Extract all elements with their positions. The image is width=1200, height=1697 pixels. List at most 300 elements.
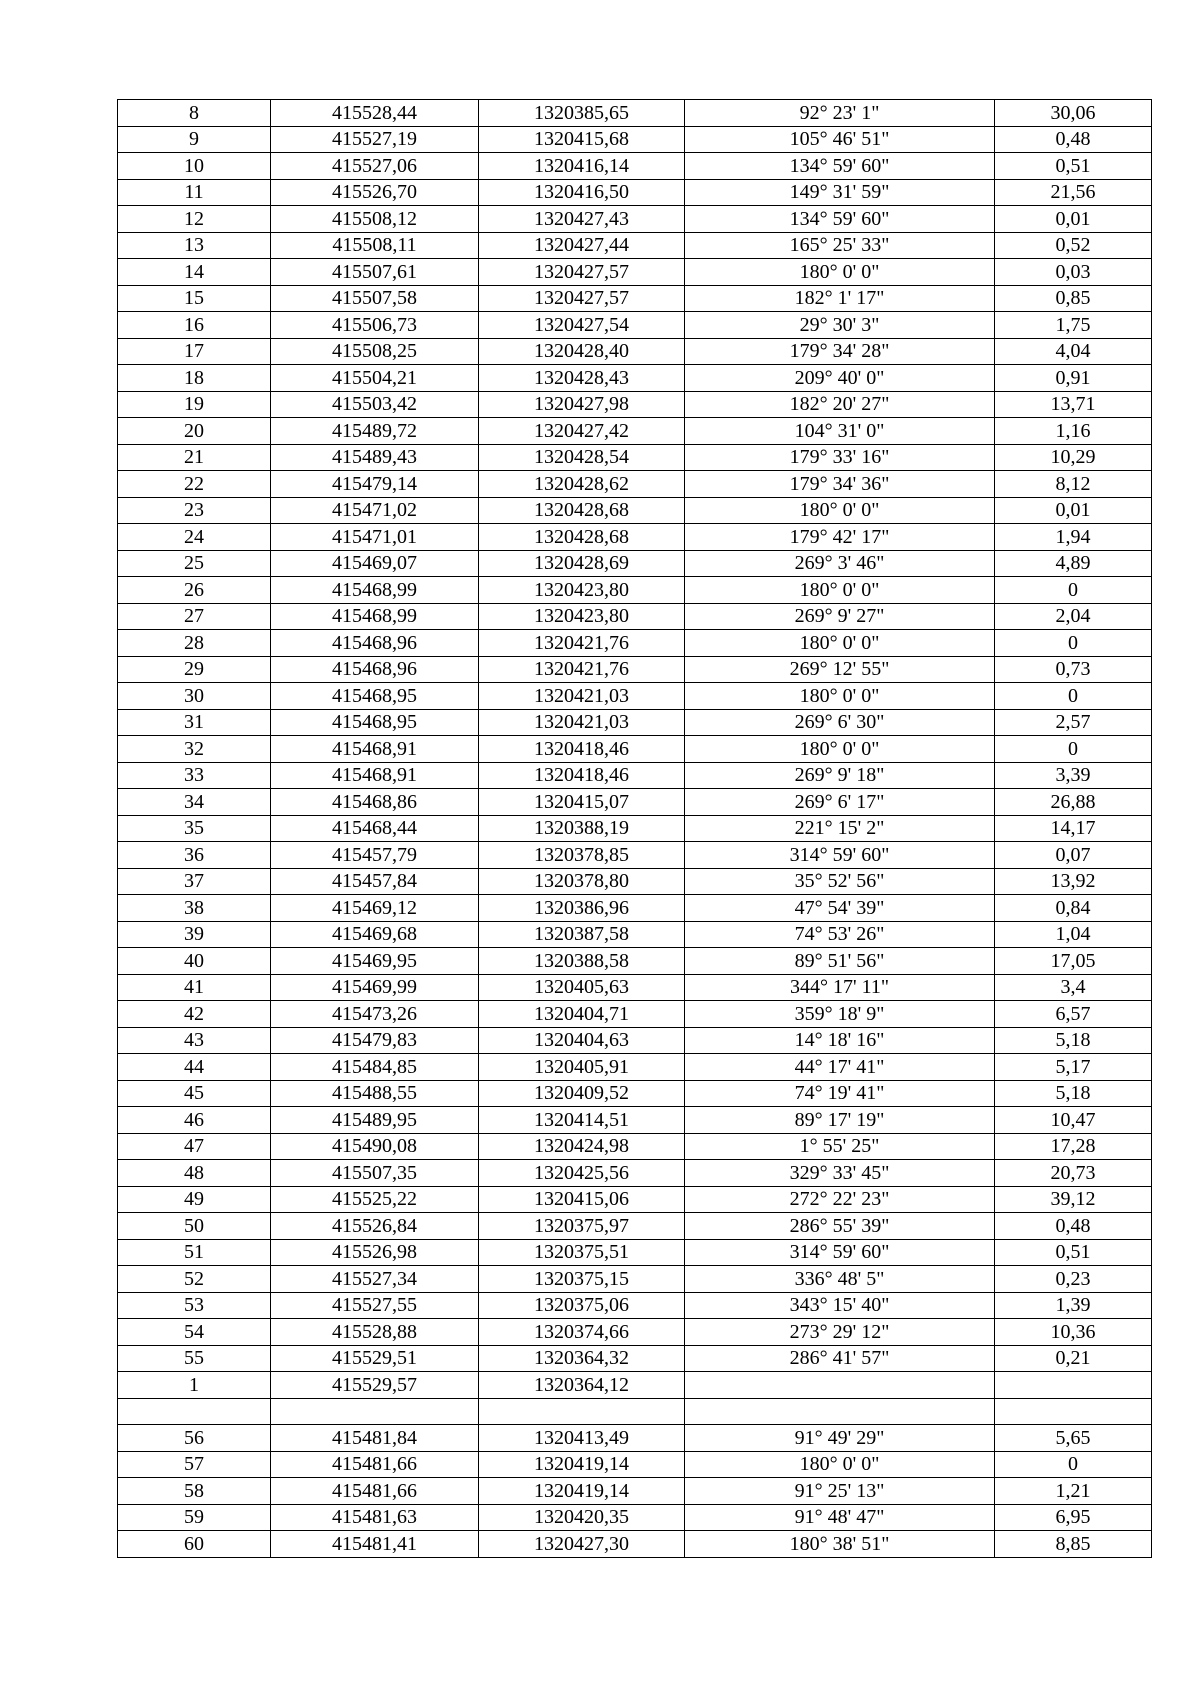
point-number-cell [118, 1398, 271, 1425]
table-row [118, 1531, 1152, 1558]
x-coordinate-cell: 415528,44 [271, 100, 479, 127]
direction-angle-cell: 134° 59' 60" [685, 206, 995, 233]
distance-cell [995, 1398, 1152, 1425]
x-coordinate-cell: 415527,34 [271, 1266, 479, 1293]
distance-cell: 14,17 [995, 815, 1152, 842]
table-row [118, 444, 1152, 471]
table-row [118, 630, 1152, 657]
point-number-cell: 56 [118, 1425, 271, 1452]
point-number-cell: 38 [118, 895, 271, 922]
distance-cell: 5,18 [995, 1080, 1152, 1107]
direction-angle-cell: 180° 0' 0" [685, 259, 995, 286]
x-coordinate-cell: 415468,95 [271, 709, 479, 736]
table-row [118, 259, 1152, 286]
distance-cell: 0 [995, 1451, 1152, 1478]
y-coordinate-cell: 1320387,58 [479, 921, 685, 948]
table-row [118, 1372, 1152, 1399]
point-number-cell: 22 [118, 471, 271, 498]
distance-cell: 1,16 [995, 418, 1152, 445]
distance-cell: 0 [995, 577, 1152, 604]
point-number-cell: 20 [118, 418, 271, 445]
distance-cell: 1,94 [995, 524, 1152, 551]
table-row [118, 815, 1152, 842]
direction-angle-cell: 47° 54' 39" [685, 895, 995, 922]
direction-angle-cell: 286° 55' 39" [685, 1213, 995, 1240]
table-row [118, 471, 1152, 498]
coordinates-table [117, 99, 1152, 1558]
distance-cell: 0,73 [995, 656, 1152, 683]
direction-angle-cell: 91° 25' 13" [685, 1478, 995, 1505]
distance-cell: 10,36 [995, 1319, 1152, 1346]
table-row [118, 1027, 1152, 1054]
distance-cell: 0,51 [995, 1239, 1152, 1266]
table-row [118, 948, 1152, 975]
table-row [118, 365, 1152, 392]
y-coordinate-cell: 1320427,43 [479, 206, 685, 233]
x-coordinate-cell: 415468,96 [271, 656, 479, 683]
y-coordinate-cell: 1320428,54 [479, 444, 685, 471]
distance-cell: 2,04 [995, 603, 1152, 630]
distance-cell: 3,4 [995, 974, 1152, 1001]
y-coordinate-cell: 1320404,71 [479, 1001, 685, 1028]
y-coordinate-cell: 1320427,98 [479, 391, 685, 418]
direction-angle-cell: 329° 33' 45" [685, 1160, 995, 1187]
point-number-cell: 25 [118, 550, 271, 577]
point-number-cell: 59 [118, 1504, 271, 1531]
point-number-cell: 42 [118, 1001, 271, 1028]
distance-cell: 6,95 [995, 1504, 1152, 1531]
direction-angle-cell: 272° 22' 23" [685, 1186, 995, 1213]
x-coordinate-cell: 415469,95 [271, 948, 479, 975]
y-coordinate-cell: 1320385,65 [479, 100, 685, 127]
y-coordinate-cell: 1320415,07 [479, 789, 685, 816]
point-number-cell: 27 [118, 603, 271, 630]
direction-angle-cell: 182° 20' 27" [685, 391, 995, 418]
y-coordinate-cell: 1320427,42 [479, 418, 685, 445]
point-number-cell: 55 [118, 1345, 271, 1372]
y-coordinate-cell: 1320364,32 [479, 1345, 685, 1372]
distance-cell: 8,85 [995, 1531, 1152, 1558]
x-coordinate-cell: 415488,55 [271, 1080, 479, 1107]
x-coordinate-cell: 415529,57 [271, 1372, 479, 1399]
point-number-cell: 15 [118, 285, 271, 312]
table-row [118, 1425, 1152, 1452]
direction-angle-cell: 314° 59' 60" [685, 1239, 995, 1266]
x-coordinate-cell: 415468,96 [271, 630, 479, 657]
y-coordinate-cell: 1320416,14 [479, 153, 685, 180]
table-row [118, 126, 1152, 153]
distance-cell: 0,23 [995, 1266, 1152, 1293]
table-row [118, 577, 1152, 604]
y-coordinate-cell: 1320405,91 [479, 1054, 685, 1081]
x-coordinate-cell: 415457,84 [271, 868, 479, 895]
direction-angle-cell: 89° 17' 19" [685, 1107, 995, 1134]
x-coordinate-cell: 415479,14 [271, 471, 479, 498]
distance-cell: 0,91 [995, 365, 1152, 392]
direction-angle-cell: 269° 6' 17" [685, 789, 995, 816]
table-row [118, 1080, 1152, 1107]
point-number-cell: 43 [118, 1027, 271, 1054]
y-coordinate-cell: 1320415,06 [479, 1186, 685, 1213]
direction-angle-cell: 1° 55' 25" [685, 1133, 995, 1160]
table-row [118, 179, 1152, 206]
x-coordinate-cell: 415503,42 [271, 391, 479, 418]
point-number-cell: 47 [118, 1133, 271, 1160]
point-number-cell: 45 [118, 1080, 271, 1107]
distance-cell: 0,07 [995, 842, 1152, 869]
point-number-cell: 33 [118, 762, 271, 789]
y-coordinate-cell: 1320404,63 [479, 1027, 685, 1054]
distance-cell: 26,88 [995, 789, 1152, 816]
y-coordinate-cell: 1320388,58 [479, 948, 685, 975]
distance-cell: 17,28 [995, 1133, 1152, 1160]
table-row [118, 1451, 1152, 1478]
direction-angle-cell: 179° 34' 36" [685, 471, 995, 498]
distance-cell: 4,89 [995, 550, 1152, 577]
point-number-cell: 18 [118, 365, 271, 392]
x-coordinate-cell: 415471,02 [271, 497, 479, 524]
point-number-cell: 10 [118, 153, 271, 180]
distance-cell: 0,01 [995, 206, 1152, 233]
distance-cell: 4,04 [995, 338, 1152, 365]
x-coordinate-cell: 415508,12 [271, 206, 479, 233]
x-coordinate-cell: 415526,84 [271, 1213, 479, 1240]
direction-angle-cell: 269° 3' 46" [685, 550, 995, 577]
point-number-cell: 23 [118, 497, 271, 524]
direction-angle-cell: 269° 9' 18" [685, 762, 995, 789]
y-coordinate-cell: 1320427,57 [479, 259, 685, 286]
direction-angle-cell: 344° 17' 11" [685, 974, 995, 1001]
distance-cell: 13,92 [995, 868, 1152, 895]
point-number-cell: 60 [118, 1531, 271, 1558]
x-coordinate-cell: 415507,35 [271, 1160, 479, 1187]
table-row [118, 1213, 1152, 1240]
point-number-cell: 16 [118, 312, 271, 339]
direction-angle-cell: 286° 41' 57" [685, 1345, 995, 1372]
table-row [118, 709, 1152, 736]
table-row [118, 1160, 1152, 1187]
table-row [118, 842, 1152, 869]
table-row [118, 1133, 1152, 1160]
direction-angle-cell: 221° 15' 2" [685, 815, 995, 842]
point-number-cell: 11 [118, 179, 271, 206]
x-coordinate-cell: 415468,91 [271, 762, 479, 789]
point-number-cell: 57 [118, 1451, 271, 1478]
y-coordinate-cell: 1320421,03 [479, 683, 685, 710]
distance-cell: 13,71 [995, 391, 1152, 418]
x-coordinate-cell: 415527,55 [271, 1292, 479, 1319]
direction-angle-cell: 180° 0' 0" [685, 736, 995, 763]
table-row [118, 1001, 1152, 1028]
point-number-cell: 24 [118, 524, 271, 551]
x-coordinate-cell: 415508,25 [271, 338, 479, 365]
y-coordinate-cell: 1320421,76 [479, 630, 685, 657]
point-number-cell: 8 [118, 100, 271, 127]
table-row [118, 418, 1152, 445]
y-coordinate-cell: 1320420,35 [479, 1504, 685, 1531]
direction-angle-cell: 180° 0' 0" [685, 1451, 995, 1478]
x-coordinate-cell: 415489,72 [271, 418, 479, 445]
point-number-cell: 40 [118, 948, 271, 975]
direction-angle-cell: 182° 1' 17" [685, 285, 995, 312]
x-coordinate-cell: 415481,66 [271, 1478, 479, 1505]
y-coordinate-cell: 1320428,40 [479, 338, 685, 365]
x-coordinate-cell: 415508,11 [271, 232, 479, 259]
distance-cell: 39,12 [995, 1186, 1152, 1213]
y-coordinate-cell: 1320364,12 [479, 1372, 685, 1399]
table-row [118, 974, 1152, 1001]
table-row [118, 789, 1152, 816]
table-row [118, 1186, 1152, 1213]
distance-cell [995, 1372, 1152, 1399]
y-coordinate-cell: 1320418,46 [479, 736, 685, 763]
distance-cell: 0,85 [995, 285, 1152, 312]
x-coordinate-cell: 415469,99 [271, 974, 479, 1001]
distance-cell: 3,39 [995, 762, 1152, 789]
x-coordinate-cell: 415469,12 [271, 895, 479, 922]
direction-angle-cell: 29° 30' 3" [685, 312, 995, 339]
x-coordinate-cell: 415468,86 [271, 789, 479, 816]
y-coordinate-cell: 1320428,68 [479, 524, 685, 551]
direction-angle-cell [685, 1398, 995, 1425]
point-number-cell: 46 [118, 1107, 271, 1134]
table-row [118, 921, 1152, 948]
point-number-cell: 35 [118, 815, 271, 842]
point-number-cell: 41 [118, 974, 271, 1001]
distance-cell: 0 [995, 736, 1152, 763]
x-coordinate-cell: 415468,99 [271, 603, 479, 630]
point-number-cell: 12 [118, 206, 271, 233]
direction-angle-cell: 180° 0' 0" [685, 683, 995, 710]
x-coordinate-cell: 415528,88 [271, 1319, 479, 1346]
point-number-cell: 36 [118, 842, 271, 869]
table-row [118, 736, 1152, 763]
table-row [118, 550, 1152, 577]
direction-angle-cell: 269° 9' 27" [685, 603, 995, 630]
x-coordinate-cell: 415473,26 [271, 1001, 479, 1028]
point-number-cell: 52 [118, 1266, 271, 1293]
table-row [118, 1107, 1152, 1134]
y-coordinate-cell: 1320427,57 [479, 285, 685, 312]
table-row [118, 524, 1152, 551]
x-coordinate-cell: 415507,61 [271, 259, 479, 286]
direction-angle-cell: 179° 42' 17" [685, 524, 995, 551]
direction-angle-cell: 314° 59' 60" [685, 842, 995, 869]
distance-cell: 30,06 [995, 100, 1152, 127]
point-number-cell: 51 [118, 1239, 271, 1266]
distance-cell: 1,21 [995, 1478, 1152, 1505]
distance-cell: 1,75 [995, 312, 1152, 339]
x-coordinate-cell: 415479,83 [271, 1027, 479, 1054]
x-coordinate-cell: 415481,41 [271, 1531, 479, 1558]
distance-cell: 0,48 [995, 1213, 1152, 1240]
point-number-cell: 50 [118, 1213, 271, 1240]
distance-cell: 1,39 [995, 1292, 1152, 1319]
direction-angle-cell: 74° 53' 26" [685, 921, 995, 948]
y-coordinate-cell: 1320427,44 [479, 232, 685, 259]
point-number-cell: 37 [118, 868, 271, 895]
distance-cell: 0,52 [995, 232, 1152, 259]
y-coordinate-cell: 1320428,43 [479, 365, 685, 392]
point-number-cell: 44 [118, 1054, 271, 1081]
x-coordinate-cell: 415529,51 [271, 1345, 479, 1372]
point-number-cell: 13 [118, 232, 271, 259]
x-coordinate-cell: 415527,06 [271, 153, 479, 180]
point-number-cell: 30 [118, 683, 271, 710]
y-coordinate-cell: 1320423,80 [479, 603, 685, 630]
distance-cell: 0,84 [995, 895, 1152, 922]
distance-cell: 2,57 [995, 709, 1152, 736]
y-coordinate-cell: 1320405,63 [479, 974, 685, 1001]
x-coordinate-cell: 415468,95 [271, 683, 479, 710]
direction-angle-cell: 165° 25' 33" [685, 232, 995, 259]
x-coordinate-cell: 415527,19 [271, 126, 479, 153]
direction-angle-cell: 91° 49' 29" [685, 1425, 995, 1452]
point-number-cell: 21 [118, 444, 271, 471]
table-row [118, 603, 1152, 630]
y-coordinate-cell: 1320421,03 [479, 709, 685, 736]
table-row [118, 895, 1152, 922]
table-row [118, 1319, 1152, 1346]
point-number-cell: 26 [118, 577, 271, 604]
coordinates-table-body [118, 100, 1152, 1558]
direction-angle-cell: 180° 0' 0" [685, 630, 995, 657]
table-row [118, 1292, 1152, 1319]
y-coordinate-cell: 1320374,66 [479, 1319, 685, 1346]
y-coordinate-cell [479, 1398, 685, 1425]
table-row [118, 232, 1152, 259]
table-row [118, 1239, 1152, 1266]
y-coordinate-cell: 1320375,15 [479, 1266, 685, 1293]
point-number-cell: 1 [118, 1372, 271, 1399]
direction-angle-cell: 343° 15' 40" [685, 1292, 995, 1319]
y-coordinate-cell: 1320416,50 [479, 179, 685, 206]
x-coordinate-cell: 415489,43 [271, 444, 479, 471]
distance-cell: 0,48 [995, 126, 1152, 153]
distance-cell: 6,57 [995, 1001, 1152, 1028]
direction-angle-cell: 89° 51' 56" [685, 948, 995, 975]
x-coordinate-cell: 415507,58 [271, 285, 479, 312]
table-row [118, 285, 1152, 312]
direction-angle-cell: 180° 0' 0" [685, 497, 995, 524]
distance-cell: 0 [995, 683, 1152, 710]
y-coordinate-cell: 1320409,52 [479, 1080, 685, 1107]
x-coordinate-cell: 415468,91 [271, 736, 479, 763]
x-coordinate-cell: 415525,22 [271, 1186, 479, 1213]
y-coordinate-cell: 1320419,14 [479, 1478, 685, 1505]
table-row [118, 312, 1152, 339]
table-row [118, 153, 1152, 180]
direction-angle-cell: 35° 52' 56" [685, 868, 995, 895]
direction-angle-cell: 91° 48' 47" [685, 1504, 995, 1531]
direction-angle-cell: 92° 23' 1" [685, 100, 995, 127]
direction-angle-cell: 269° 6' 30" [685, 709, 995, 736]
direction-angle-cell: 134° 59' 60" [685, 153, 995, 180]
x-coordinate-cell: 415489,95 [271, 1107, 479, 1134]
y-coordinate-cell: 1320413,49 [479, 1425, 685, 1452]
table-row [118, 868, 1152, 895]
y-coordinate-cell: 1320427,54 [479, 312, 685, 339]
table-row [118, 656, 1152, 683]
point-number-cell: 28 [118, 630, 271, 657]
direction-angle-cell [685, 1372, 995, 1399]
point-number-cell: 39 [118, 921, 271, 948]
direction-angle-cell: 209° 40' 0" [685, 365, 995, 392]
y-coordinate-cell: 1320428,62 [479, 471, 685, 498]
y-coordinate-cell: 1320375,06 [479, 1292, 685, 1319]
direction-angle-cell: 44° 17' 41" [685, 1054, 995, 1081]
point-number-cell: 48 [118, 1160, 271, 1187]
direction-angle-cell: 336° 48' 5" [685, 1266, 995, 1293]
direction-angle-cell: 180° 0' 0" [685, 577, 995, 604]
y-coordinate-cell: 1320425,56 [479, 1160, 685, 1187]
y-coordinate-cell: 1320388,19 [479, 815, 685, 842]
point-number-cell: 17 [118, 338, 271, 365]
distance-cell: 20,73 [995, 1160, 1152, 1187]
y-coordinate-cell: 1320424,98 [479, 1133, 685, 1160]
direction-angle-cell: 149° 31' 59" [685, 179, 995, 206]
table-row [118, 1054, 1152, 1081]
distance-cell: 10,29 [995, 444, 1152, 471]
direction-angle-cell: 359° 18' 9" [685, 1001, 995, 1028]
point-number-cell: 58 [118, 1478, 271, 1505]
table-row [118, 762, 1152, 789]
table-row [118, 338, 1152, 365]
table-row [118, 1266, 1152, 1293]
x-coordinate-cell: 415469,68 [271, 921, 479, 948]
distance-cell: 0 [995, 630, 1152, 657]
x-coordinate-cell [271, 1398, 479, 1425]
table-row [118, 1478, 1152, 1505]
distance-cell: 1,04 [995, 921, 1152, 948]
point-number-cell: 29 [118, 656, 271, 683]
x-coordinate-cell: 415481,63 [271, 1504, 479, 1531]
y-coordinate-cell: 1320375,51 [479, 1239, 685, 1266]
x-coordinate-cell: 415468,44 [271, 815, 479, 842]
x-coordinate-cell: 415506,73 [271, 312, 479, 339]
table-row [118, 1398, 1152, 1425]
y-coordinate-cell: 1320427,30 [479, 1531, 685, 1558]
table-row [118, 391, 1152, 418]
direction-angle-cell: 180° 38' 51" [685, 1531, 995, 1558]
distance-cell: 5,17 [995, 1054, 1152, 1081]
y-coordinate-cell: 1320415,68 [479, 126, 685, 153]
distance-cell: 0,21 [995, 1345, 1152, 1372]
point-number-cell: 32 [118, 736, 271, 763]
direction-angle-cell: 269° 12' 55" [685, 656, 995, 683]
x-coordinate-cell: 415469,07 [271, 550, 479, 577]
table-row [118, 497, 1152, 524]
direction-angle-cell: 105° 46' 51" [685, 126, 995, 153]
point-number-cell: 54 [118, 1319, 271, 1346]
direction-angle-cell: 273° 29' 12" [685, 1319, 995, 1346]
y-coordinate-cell: 1320419,14 [479, 1451, 685, 1478]
point-number-cell: 14 [118, 259, 271, 286]
point-number-cell: 9 [118, 126, 271, 153]
direction-angle-cell: 179° 34' 28" [685, 338, 995, 365]
table-row [118, 100, 1152, 127]
x-coordinate-cell: 415471,01 [271, 524, 479, 551]
distance-cell: 0,01 [995, 497, 1152, 524]
point-number-cell: 19 [118, 391, 271, 418]
direction-angle-cell: 179° 33' 16" [685, 444, 995, 471]
y-coordinate-cell: 1320378,85 [479, 842, 685, 869]
x-coordinate-cell: 415526,98 [271, 1239, 479, 1266]
y-coordinate-cell: 1320378,80 [479, 868, 685, 895]
y-coordinate-cell: 1320414,51 [479, 1107, 685, 1134]
table-row [118, 1345, 1152, 1372]
distance-cell: 10,47 [995, 1107, 1152, 1134]
